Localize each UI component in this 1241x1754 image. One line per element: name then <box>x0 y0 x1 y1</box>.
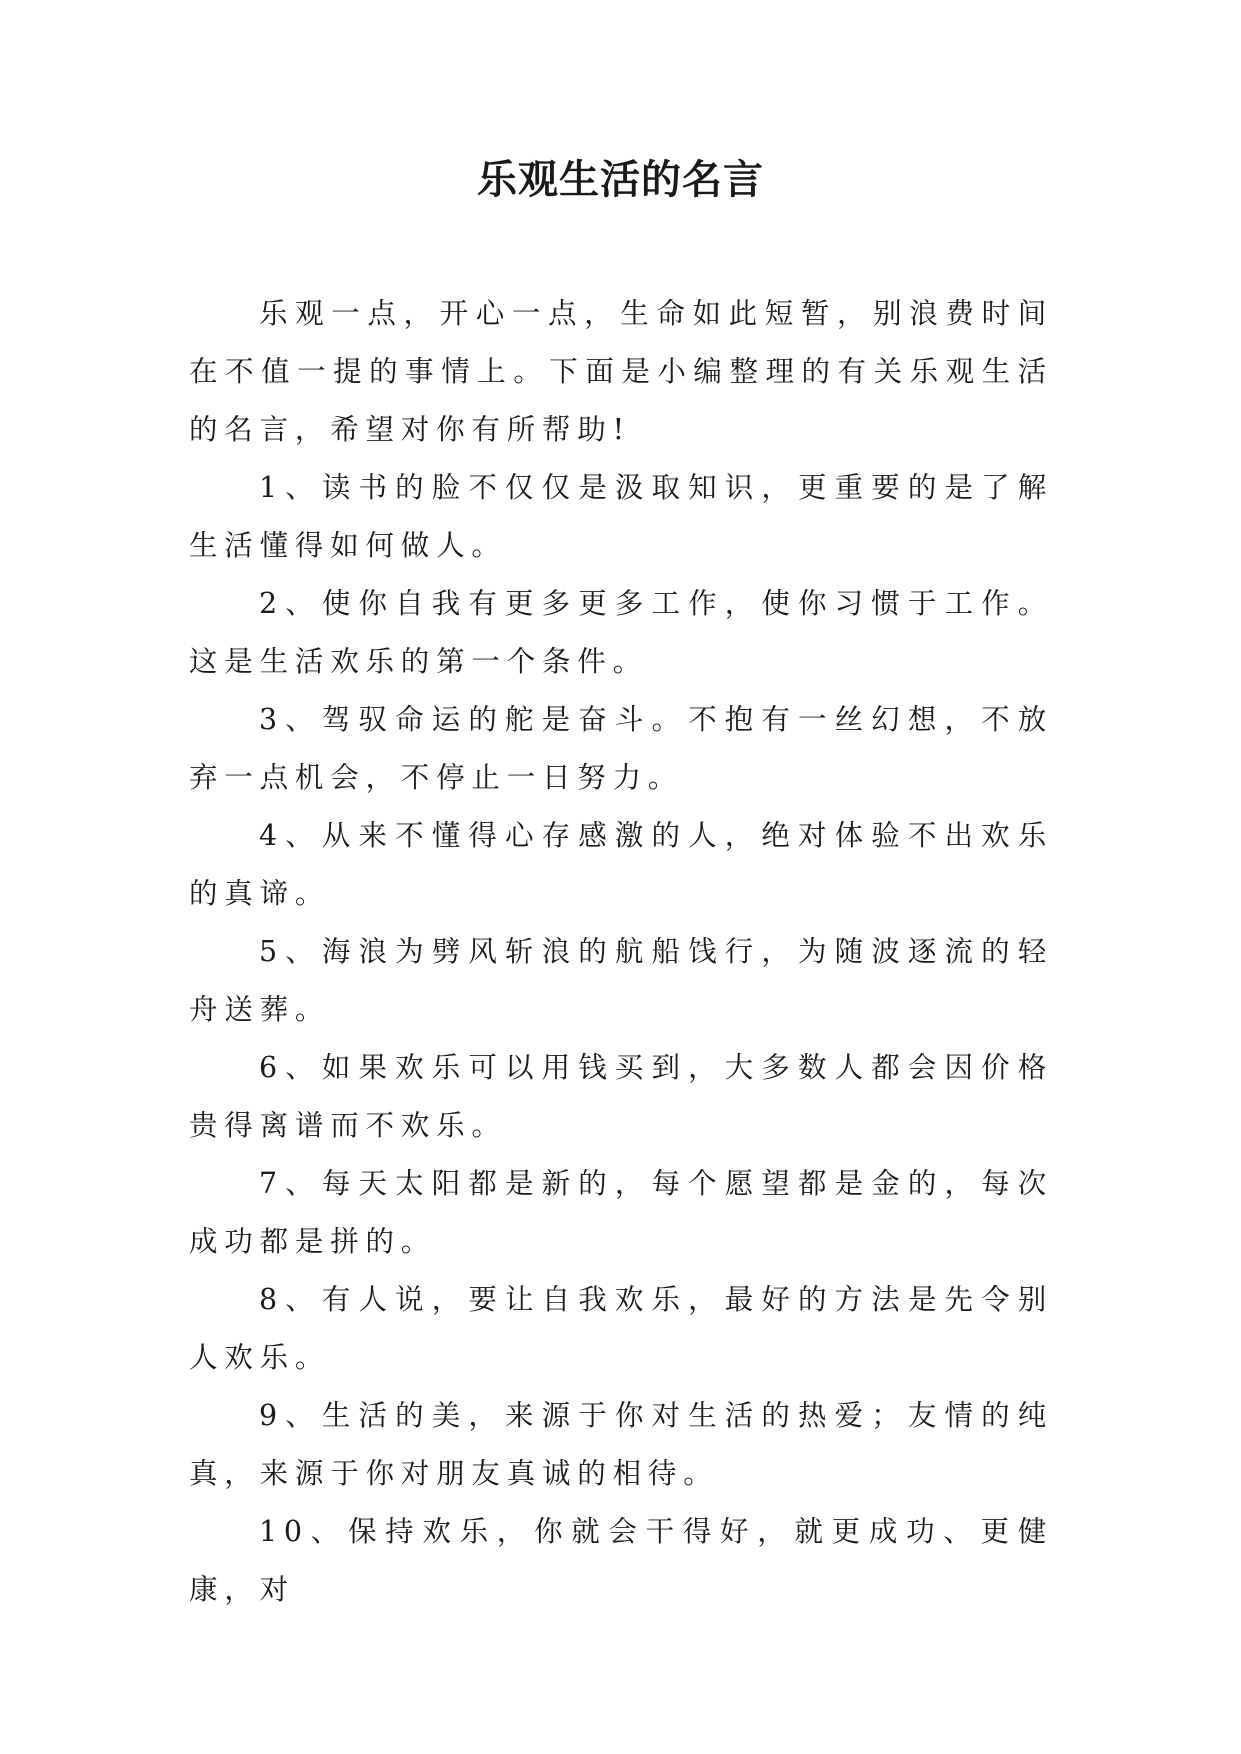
quote-item-4: 4、从来不懂得心存感激的人，绝对体验不出欢乐的真谛。 <box>189 819 1053 910</box>
quote-item-5: 5、海浪为劈风斩浪的航船饯行，为随波逐流的轻舟送葬。 <box>189 935 1053 1026</box>
intro-paragraph: 乐观一点，开心一点，生命如此短暂，别浪费时间在不值一提的事情上。下面是小编整理的有关乐观生活的名言，希望对你有所帮助! <box>189 297 1053 446</box>
quote-item-7: 7、每天太阳都是新的，每个愿望都是金的，每次成功都是拼的。 <box>189 1167 1053 1258</box>
document-title: 乐观生活的名言 <box>477 157 764 203</box>
document-body <box>189 285 1053 1619</box>
quote-item-8: 8、有人说，要让自我欢乐，最好的方法是先令别人欢乐。 <box>189 1283 1053 1374</box>
quote-item-9: 9、生活的美，来源于你对生活的热爱；友情的纯真，来源于你对朋友真诚的相待。 <box>189 1399 1053 1490</box>
quote-item-1: 1、读书的脸不仅仅是汲取知识，更重要的是了解生活懂得如何做人。 <box>189 471 1053 562</box>
quote-item-3: 3、驾驭命运的舵是奋斗。不抱有一丝幻想，不放弃一点机会，不停止一日努力。 <box>189 703 1053 794</box>
quote-item-10: 10、保持欢乐，你就会干得好，就更成功、更健康，对 <box>189 1515 1053 1606</box>
quote-item-2: 2、使你自我有更多更多工作，使你习惯于工作。这是生活欢乐的第一个条件。 <box>189 587 1053 678</box>
quote-item-6: 6、如果欢乐可以用钱买到，大多数人都会因价格贵得离谱而不欢乐。 <box>189 1051 1053 1142</box>
